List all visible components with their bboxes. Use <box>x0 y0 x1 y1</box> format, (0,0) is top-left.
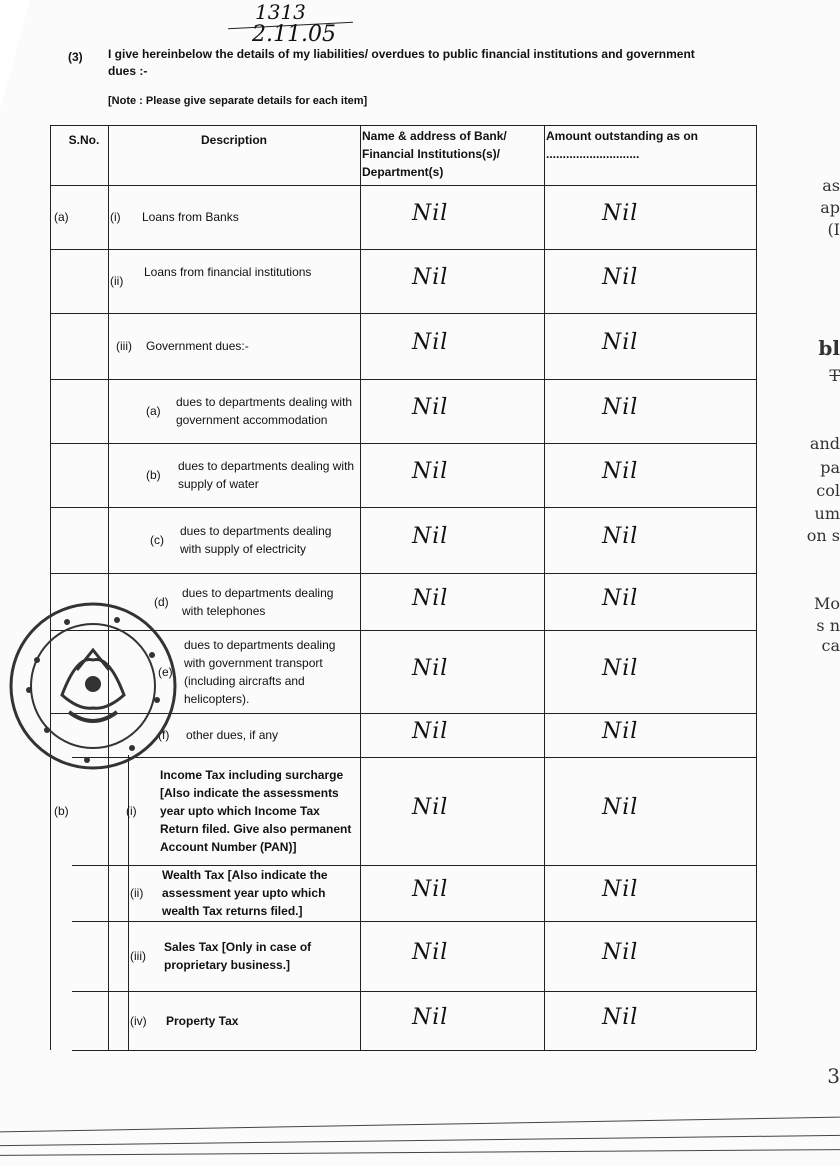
handwritten-date: 2.11.05 <box>252 22 336 47</box>
row-bank-value: Nil <box>412 1004 449 1030</box>
table-rule <box>50 573 756 574</box>
header-bank: Name & address of Bank/ Financial Institutions(s)/ Department(s) <box>362 129 507 179</box>
row-bank-value: Nil <box>412 877 449 902</box>
row-amount-value: Nil <box>602 585 639 611</box>
row-amount-value: Nil <box>602 524 639 549</box>
table-rule <box>50 443 756 444</box>
edge-fragment: (I <box>827 220 840 239</box>
row-index: (i) <box>126 804 137 818</box>
table-rule <box>50 507 756 508</box>
row-sno: (b) <box>54 804 69 818</box>
row-amount-value: Nil <box>602 655 639 681</box>
row-index: (b) <box>146 468 161 482</box>
row-description: Government dues:- <box>146 339 249 353</box>
row-bank-value: Nil <box>412 524 449 549</box>
table-rule <box>50 313 756 314</box>
row-index: (c) <box>150 533 164 547</box>
row-description: dues to departments dealing with telephones <box>182 585 334 618</box>
table-column-rule <box>360 125 361 1050</box>
page-edge-line <box>0 1117 840 1133</box>
header-sno: S.No. <box>68 133 100 147</box>
liabilities-table <box>50 125 756 1050</box>
official-seal-stamp <box>7 600 179 772</box>
row-amount-value: Nil <box>602 330 639 355</box>
row-amount-value: Nil <box>602 877 639 902</box>
table-column-rule <box>756 125 757 1050</box>
edge-fragment: ap <box>820 198 840 217</box>
edge-fragment: pa <box>820 458 840 477</box>
folded-corner <box>0 0 30 110</box>
page-edge-line <box>0 1149 840 1156</box>
row-description: Wealth Tax [Also indicate the assessment year upto which wealth Tax returns filed.] <box>162 868 328 918</box>
row-description: Loans from Banks <box>142 210 239 224</box>
page-edge-line <box>0 1135 840 1146</box>
table-rule <box>50 185 756 186</box>
row-amount-value: Nil <box>602 1004 639 1030</box>
edge-fragment: s n <box>816 616 840 635</box>
header-amount: Amount outstanding as on ............................ <box>546 129 698 161</box>
row-bank-value: Nil <box>412 201 449 226</box>
row-description: other dues, if any <box>186 728 279 742</box>
row-bank-value: Nil <box>412 585 449 611</box>
table-rule <box>50 249 756 250</box>
row-description: Income Tax including surcharge [Also indicate the assessments year upto which Income Tax Return filed. Give also permanent Account Number (PAN)] <box>160 768 352 854</box>
row-bank-value: Nil <box>412 719 449 744</box>
edge-fragment: Mo <box>813 594 840 613</box>
row-description: dues to departments dealing with government accommodation <box>176 395 353 427</box>
handwritten-ref-number: 1313 <box>255 0 306 24</box>
edge-fragment: col <box>816 481 840 500</box>
row-bank-value: Nil <box>412 330 449 355</box>
row-bank-value: Nil <box>412 795 449 820</box>
row-index: (iii) <box>130 949 146 963</box>
edge-fragment: and <box>809 434 840 453</box>
paragraph-number: (3) <box>68 50 83 64</box>
table-rule <box>72 991 756 992</box>
edge-fragment: on s <box>806 526 840 545</box>
row-description: Property Tax <box>166 1013 239 1028</box>
row-index: (d) <box>154 594 169 609</box>
row-amount-value: Nil <box>602 201 639 226</box>
table-column-rule <box>544 125 545 1050</box>
row-description: dues to departments dealing with supply of water <box>178 459 355 491</box>
table-column-rule <box>50 125 51 1050</box>
row-amount-value: Nil <box>602 265 639 290</box>
row-index: (ii) <box>110 274 124 288</box>
row-bank-value: Nil <box>412 940 449 965</box>
row-description: Sales Tax [Only in case of proprietary business.] <box>164 940 312 972</box>
edge-fragment: as <box>822 176 840 195</box>
row-index: (f) <box>158 728 170 742</box>
row-amount-value: Nil <box>602 459 639 484</box>
edge-fragment: bl <box>818 336 840 360</box>
row-description: dues to departments dealing with supply of electricity <box>180 524 332 556</box>
row-index: (ii) <box>130 886 144 900</box>
table-rule <box>50 379 756 380</box>
row-description: Loans from financial institutions <box>144 265 312 279</box>
row-bank-value: Nil <box>412 265 449 290</box>
table-rule <box>72 1050 756 1051</box>
row-bank-value: Nil <box>412 395 449 420</box>
row-bank-value: Nil <box>412 655 449 681</box>
row-index: (a) <box>146 404 161 418</box>
row-amount-value: Nil <box>602 719 639 744</box>
row-index: (i) <box>110 210 121 224</box>
row-amount-value: Nil <box>602 940 639 965</box>
table-subcolumn-rule <box>128 755 129 1050</box>
note-text: [Note : Please give separate details for each item] <box>108 95 368 107</box>
row-sno: (a) <box>54 210 69 224</box>
table-column-rule <box>108 125 109 1050</box>
row-amount-value: Nil <box>602 395 639 420</box>
header-description: Description <box>200 133 267 147</box>
paragraph-text: I give hereinbelow the details of my liabilities/ overdues to public financial institutions and government dues :- <box>108 47 695 78</box>
edge-fragment: 3 <box>827 1064 840 1088</box>
table-rule <box>72 921 756 922</box>
edge-fragment: um <box>814 504 840 523</box>
row-index: (e) <box>158 664 173 679</box>
row-index: (iii) <box>116 339 132 353</box>
edge-fragment: ca <box>821 636 840 655</box>
edge-fragment: T <box>829 366 840 385</box>
row-description: dues to departments dealing with government transport (including aircrafts and helicopters). <box>184 637 336 706</box>
row-index: (iv) <box>130 1013 147 1028</box>
row-amount-value: Nil <box>602 795 639 820</box>
row-bank-value: Nil <box>412 459 449 484</box>
